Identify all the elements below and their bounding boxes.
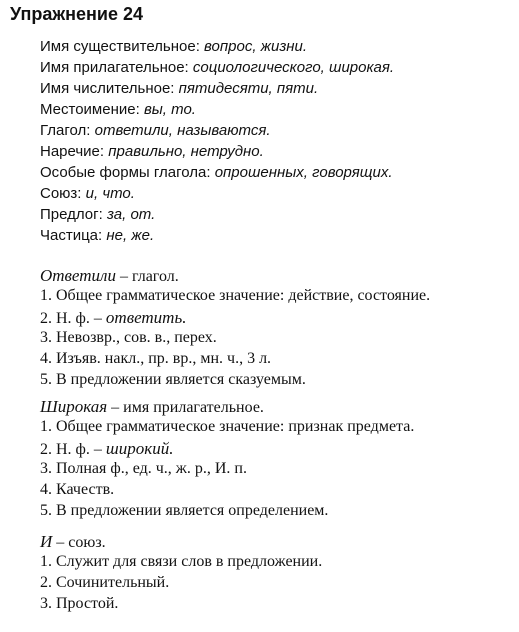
pos-examples: за, от.	[106, 206, 156, 223]
analysis-item: 5. В предложении является определением.	[40, 502, 329, 519]
pos-examples: пятидесяти, пяти.	[178, 80, 319, 97]
pos-label: Местоимение:	[40, 101, 140, 118]
analysis-pos: – глагол.	[115, 268, 179, 285]
pos-line-conjunction	[40, 185, 135, 202]
pos-line-numeral	[40, 80, 318, 97]
pos-examples: вопрос, жизни.	[204, 38, 308, 55]
pos-examples: опрошенных, говорящих.	[214, 164, 393, 181]
analysis-pos: – имя прилагательное.	[107, 399, 264, 416]
analysis-item: 3. Полная ф., ед. ч., ж. р., И. п.	[40, 460, 247, 477]
analysis-item: 1. Общее грамматическое значение: действие, состояние.	[40, 287, 431, 304]
pos-examples: ответили, называются.	[94, 122, 271, 139]
pos-line-verb-forms	[40, 164, 393, 181]
pos-line-noun	[40, 38, 307, 55]
analysis-item	[40, 439, 173, 459]
pos-label: Союз:	[40, 185, 82, 202]
analysis-item-text: 2. Н. ф. –	[40, 441, 106, 458]
pos-line-verb	[40, 122, 271, 139]
analysis-item: 4. Качеств.	[40, 481, 115, 498]
exercise-title: Упражнение 24	[10, 4, 144, 24]
pos-line-preposition	[40, 206, 155, 223]
pos-line-adverb	[40, 143, 264, 160]
pos-examples: правильно, нетрудно.	[108, 143, 264, 160]
pos-label: Частица:	[40, 227, 103, 244]
analysis-item: 3. Простой.	[40, 595, 119, 612]
analysis-item: 3. Невозвр., сов. в., перех.	[40, 329, 217, 346]
pos-label: Наречие:	[40, 143, 105, 160]
pos-label: Имя прилагательное:	[40, 59, 189, 76]
pos-examples: и, что.	[85, 185, 135, 202]
analysis-item: 1. Общее грамматическое значение: признак предмета.	[40, 418, 415, 435]
pos-examples: социологического, широкая.	[192, 59, 395, 76]
pos-label: Имя числительное:	[40, 80, 175, 97]
pos-examples: не, же.	[106, 227, 155, 244]
pos-examples: вы, то.	[143, 101, 196, 118]
analysis-item-form: ответить.	[105, 308, 187, 327]
analysis-item-text: 2. Н. ф. –	[40, 310, 106, 327]
pos-label: Глагол:	[40, 122, 91, 139]
analysis-item	[40, 308, 186, 328]
pos-line-pronoun	[40, 101, 196, 118]
analysis-heading-verb	[40, 266, 179, 286]
analysis-item: 4. Изъяв. накл., пр. вр., мн. ч., 3 л.	[40, 350, 272, 367]
analysis-item: 2. Сочинительный.	[40, 574, 170, 591]
analysis-item: 5. В предложении является сказуемым.	[40, 371, 306, 388]
pos-line-adjective	[40, 59, 394, 76]
analysis-word: Широкая	[40, 397, 108, 416]
analysis-pos: – союз.	[52, 534, 106, 551]
pos-label: Имя существительное:	[40, 38, 200, 55]
analysis-heading-conjunction	[40, 532, 106, 552]
pos-line-particle	[40, 227, 154, 244]
pos-label: Предлог:	[40, 206, 103, 223]
analysis-item-form: широкий.	[105, 439, 174, 458]
pos-label: Особые формы глагола:	[40, 164, 211, 181]
analysis-heading-adjective	[40, 397, 264, 417]
analysis-item: 1. Служит для связи слов в предложении.	[40, 553, 323, 570]
analysis-word: И	[40, 532, 53, 551]
analysis-word: Ответили	[40, 266, 116, 285]
